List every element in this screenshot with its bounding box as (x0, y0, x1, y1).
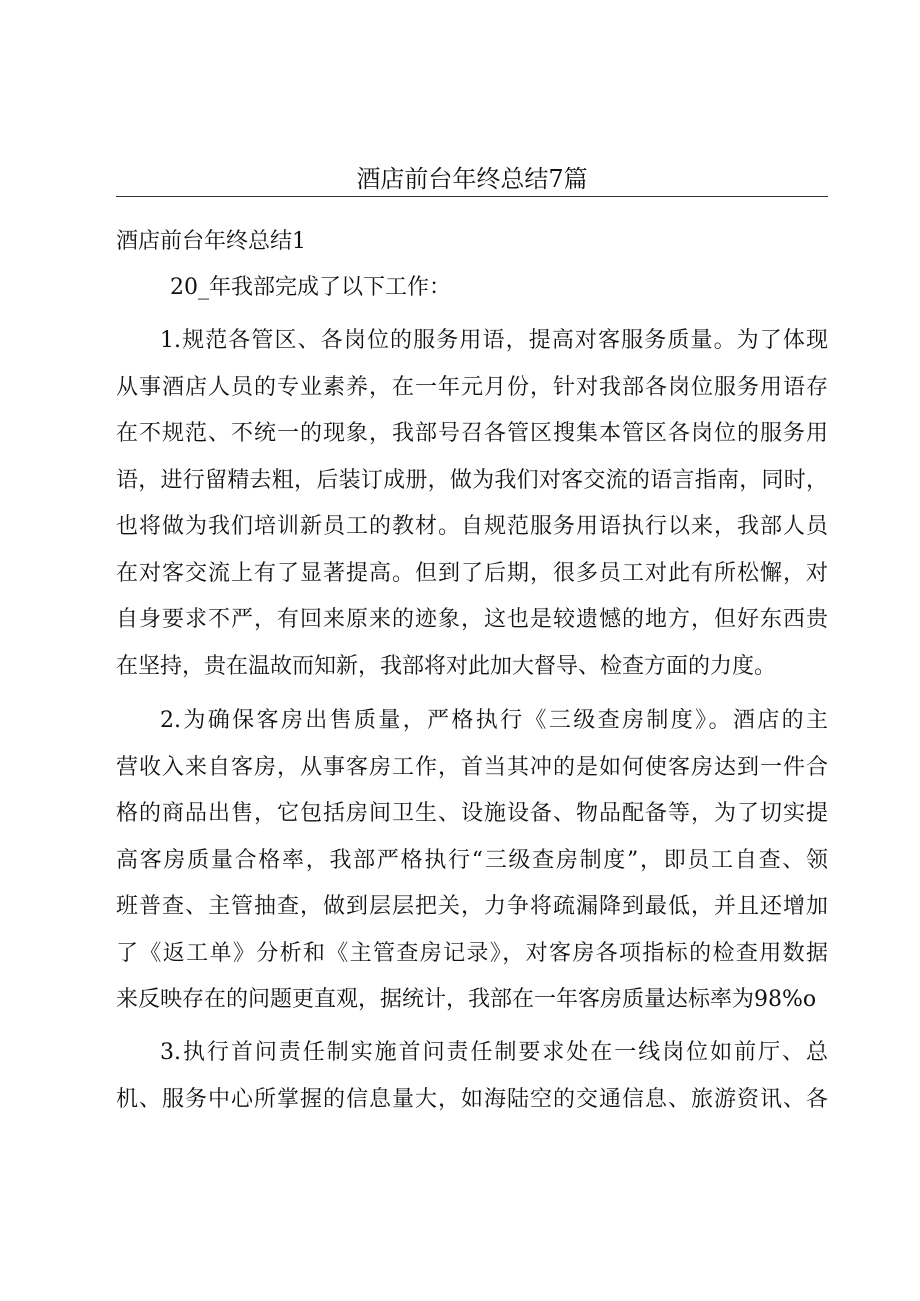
paragraph-line: 语，进行留精去粗，后装订成册，做为我们对客交流的语言指南，同时， (116, 467, 828, 493)
paragraph-line: 也将做为我们培训新员工的教材。自规范服务用语执行以来，我部人员 (116, 514, 828, 539)
paragraph-line: 3.执行首问责任制实施首问责任制要求处在一线岗位如前厅、总 (160, 1040, 828, 1065)
paragraph-line: 在对客交流上有了显著提高。但到了后期，很多员工对此有所松懈，对 (116, 560, 828, 586)
paragraph-1 (116, 318, 828, 690)
paragraph-line: 自身要求不严，有回来原来的迹象，这也是较遗憾的地方，但好东西贵 (116, 607, 828, 632)
paragraph-line: 来反映存在的问题更直观，据统计，我部在一年客房质量达标率为98%o (116, 987, 817, 1012)
paragraph-2 (116, 698, 828, 1024)
title-divider (116, 196, 828, 197)
paragraph-line: 了《返工单》分析和《主管查房记录》，对客房各项指标的检查用数据 (116, 940, 828, 966)
paragraph-line: 1.规范各管区、各岗位的服务用语，提高对客服务质量。为了体现 (160, 328, 828, 353)
paragraph-line: 在坚持，贵在温故而知新，我部将对此加大督导、检查方面的力度。 (116, 653, 777, 679)
paragraph-line: 2.为确保客房出售质量，严格执行《三级查房制度》。酒店的主 (160, 708, 828, 733)
paragraph-line: 营收入来自客房，从事客房工作，首当其冲的是如何使客房达到一件合 (116, 754, 828, 780)
paragraph-line: 班普查、主管抽查，做到层层把关，力争将疏漏降到最低，并且还增加 (116, 894, 828, 919)
paragraph-line: 在不规范、不统一的现象，我部号召各管区搜集本管区各岗位的服务用 (116, 421, 828, 446)
paragraph-line: 格的商品出售，它包括房间卫生、设施设备、物品配备等，为了切实提 (116, 801, 828, 826)
paragraph-3 (116, 1030, 828, 1123)
document-title: 酒店前台年终总结7篇 (356, 165, 588, 193)
section-heading: 酒店前台年终总结1 (116, 229, 306, 254)
paragraph-line: 高客房质量合格率，我部严格执行“三级查房制度”，即员工自查、领 (116, 847, 828, 873)
paragraph-line: 机、服务中心所掌握的信息量大，如海陆空的交通信息、旅游资讯、各 (116, 1086, 828, 1112)
paragraph-line: 从事酒店人员的专业素养，在一年元月份，针对我部各岗位服务用语存 (116, 374, 828, 400)
intro-line: 20_年我部完成了以下工作： (170, 275, 451, 300)
